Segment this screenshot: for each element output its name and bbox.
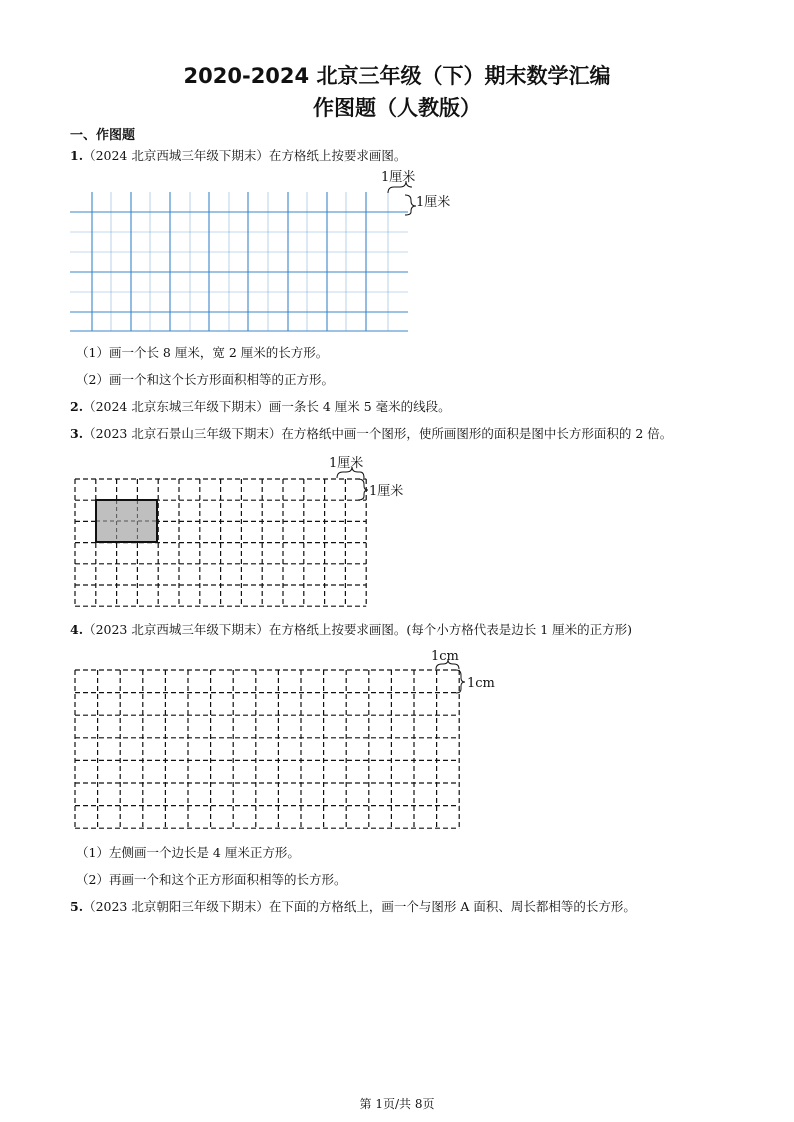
question-1-text: （2024 北京西城三年级下期末）在方格纸上按要求画图。	[83, 148, 407, 163]
question-2	[70, 397, 451, 415]
q3-unit-label-h: 1厘米	[329, 456, 364, 471]
question-3	[70, 424, 672, 442]
q4-part-1: （1）左侧画一个边长是 4 厘米正方形。	[76, 845, 300, 860]
q1-unit-label-v: 1厘米	[416, 195, 451, 210]
q1-part-1: （1）画一个长 8 厘米，宽 2 厘米的长方形。	[76, 345, 329, 360]
question-2-text: （2024 北京东城三年级下期末）画一条长 4 厘米 5 毫米的线段。	[83, 399, 451, 414]
q1-grid	[70, 192, 408, 331]
question-4-number: 4.	[70, 622, 84, 637]
question-5-text: （2023 北京朝阳三年级下期末）在下面的方格纸上，画一个与图形 A 面积、周长都相等的长方形。	[83, 899, 636, 914]
question-1-number: 1.	[70, 148, 84, 163]
q4-unit-label-h: 1cm	[431, 649, 459, 664]
question-3-text: （2023 北京石景山三年级下期末）在方格纸中画一个图形，使所画图形的面积是图中长方形面积的 2 倍。	[83, 426, 673, 441]
question-4-text: （2023 北京西城三年级下期末）在方格纸上按要求画图。(每个小方格代表是边长 1 厘米的正方形)	[83, 622, 633, 637]
q4-part-2: （2）再画一个和这个正方形面积相等的长方形。	[76, 872, 347, 887]
q4-unit-brace-vertical	[456, 670, 465, 693]
q3-unit-label-v: 1厘米	[369, 484, 404, 499]
page-footer: 第 1页/共 8页	[359, 1097, 435, 1111]
q1-unit-label-h: 1厘米	[381, 170, 416, 185]
question-5-number: 5.	[70, 899, 84, 914]
question-3-number: 3.	[70, 426, 84, 441]
question-5	[70, 897, 636, 915]
question-4	[70, 620, 632, 638]
q1-part-2: （2）画一个和这个长方形面积相等的正方形。	[76, 372, 334, 387]
q4-grid	[75, 670, 459, 828]
document-title: 2020-2024 北京三年级（下）期末数学汇编	[183, 64, 611, 88]
section-heading: 一、作图题	[70, 128, 136, 143]
q4-unit-label-v: 1cm	[467, 676, 495, 691]
document-subtitle: 作图题（人教版）	[313, 96, 481, 120]
question-2-number: 2.	[70, 399, 84, 414]
